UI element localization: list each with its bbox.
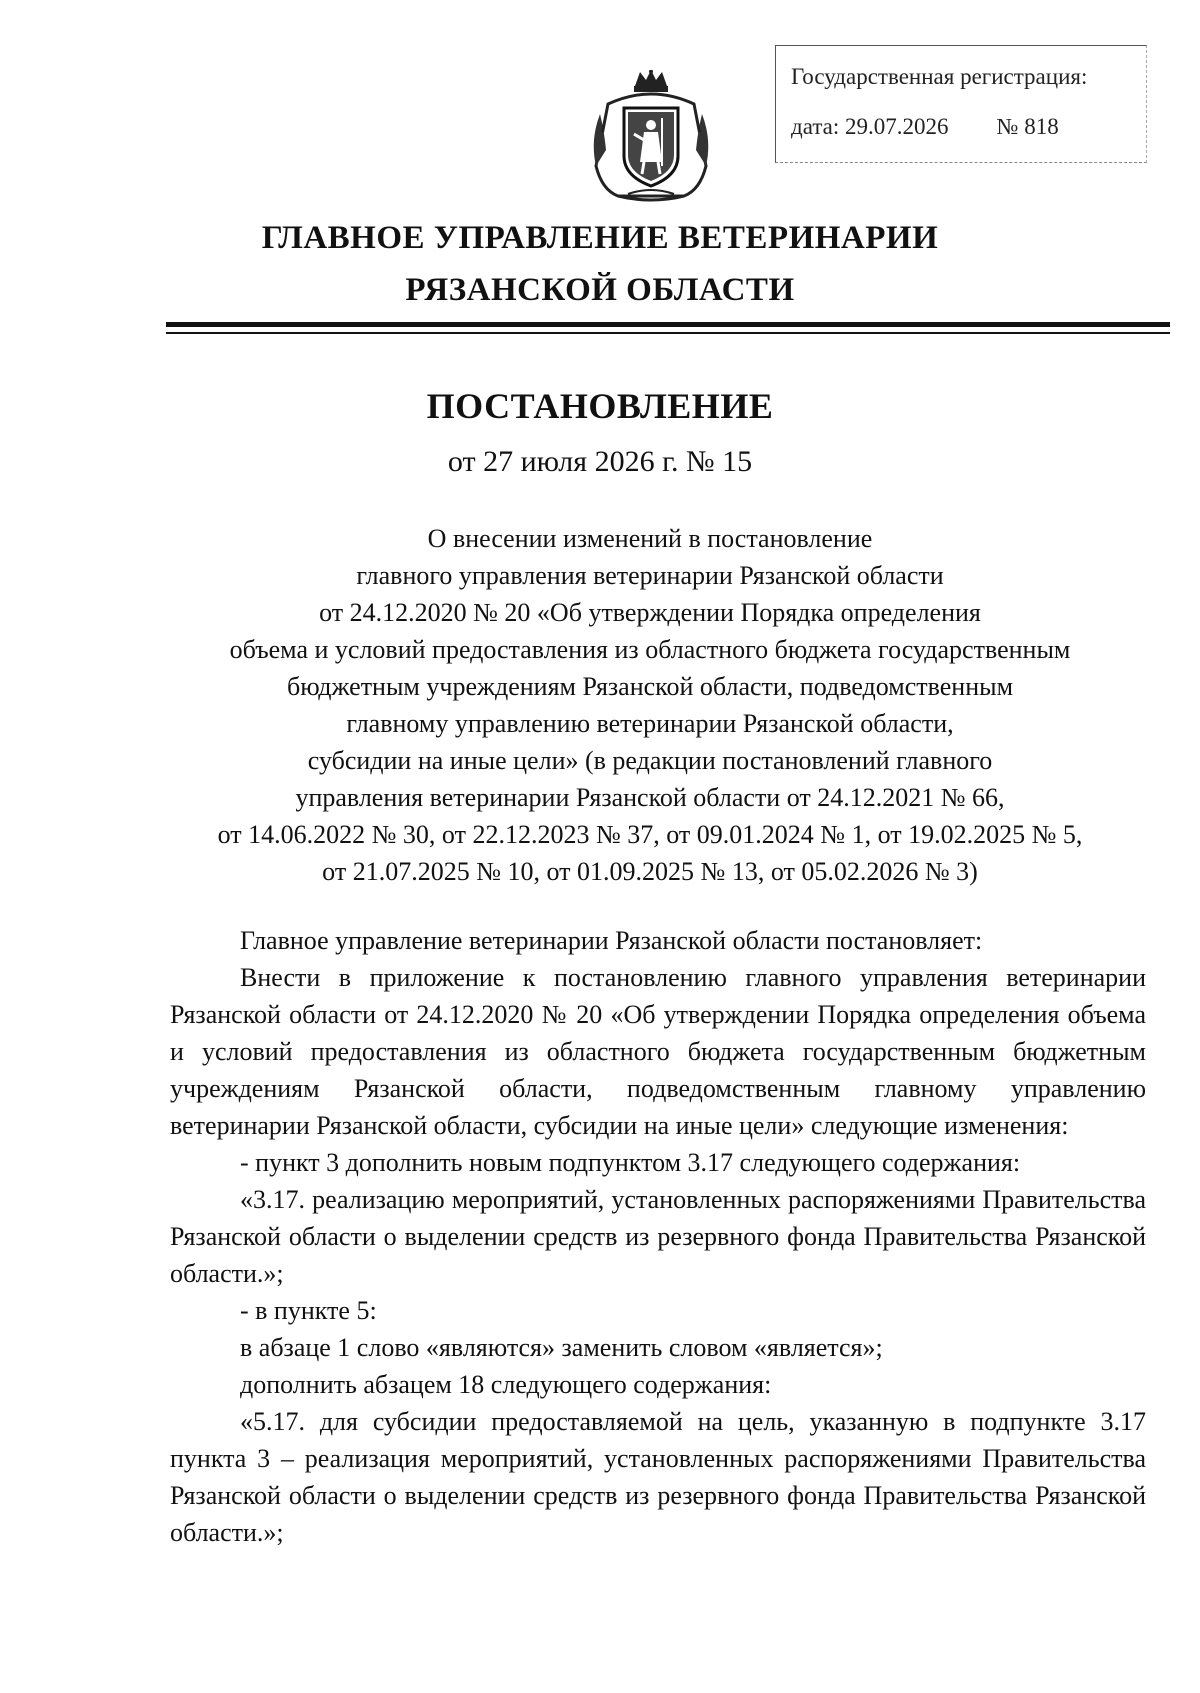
registration-details <box>791 114 1059 140</box>
subject-line: объема и условий предоставления из областного бюджета государственным <box>229 635 1071 664</box>
header-divider-thick <box>166 322 1170 327</box>
subject-line: О внесении изменений в постановление <box>427 524 873 553</box>
amend-intro-paragraph: Внести в приложение к постановлению главного управления ветеринарии Рязанской области от 24.12.2020 № 20 «Об утверждении Порядка определения объема и условий предоставления из областного бюджета государственным бюджетным учреждениям Рязанской области, подведомственным главному управлению ветеринарии Рязанской области, субсидии на иные цели» следующие изменения: <box>170 963 1146 1140</box>
subject-line: от 24.12.2020 № 20 «Об утверждении Порядка определения <box>319 598 981 627</box>
document-subject <box>150 520 1150 890</box>
registration-stamp <box>775 45 1147 163</box>
subject-line: субсидии на иные цели» (в редакции постановлений главного <box>307 746 993 775</box>
registration-title: Государственная регистрация: <box>791 64 1088 89</box>
registration-date: дата: 29.07.2026 <box>791 114 949 139</box>
point3-item: - пункт 3 дополнить новым подпунктом 3.17 следующего содержания: <box>240 1148 1021 1177</box>
subject-line: главного управления ветеринарии Рязанской области <box>356 561 944 590</box>
subject-line: от 21.07.2025 № 10, от 01.09.2025 № 13, от 05.02.2026 № 3) <box>322 857 978 886</box>
subject-line: управления ветеринарии Рязанской области от 24.12.2021 № 66, <box>295 783 1005 812</box>
abz18-paragraph: дополнить абзацем 18 следующего содержания: <box>240 1370 772 1399</box>
subject-line: бюджетным учреждениям Рязанской области, подведомственным <box>286 672 1014 701</box>
organization-title-line2: РЯЗАНСКОЙ ОБЛАСТИ <box>405 272 795 308</box>
organization-title-line1: ГЛАВНОЕ УПРАВЛЕНИЕ ВЕТЕРИНАРИИ <box>261 220 939 256</box>
quote-5-17-paragraph: «5.17. для субсидии предоставляемой на цель, указанную в подпункте 3.17 пункта 3 – реализация мероприятий, установленных распоряжениями Правительства Рязанской области о выделении средств из резервного фонда Правительства Рязанской области.»; <box>170 1407 1146 1547</box>
header-divider-thin <box>166 332 1170 334</box>
document-type-heading: ПОСТАНОВЛЕНИЕ <box>426 386 774 426</box>
point5-item: - в пункте 5: <box>240 1296 377 1325</box>
ryazan-coat-of-arms-icon <box>588 70 714 202</box>
quote-3-17-paragraph: «3.17. реализацию мероприятий, установленных распоряжениями Правительства Рязанской области о выделении средств из резервного фонда Правительства Рязанской области.»; <box>170 1185 1146 1288</box>
subject-line: от 14.06.2022 № 30, от 22.12.2023 № 37, от 09.01.2024 № 1, от 19.02.2025 № 5, <box>217 820 1083 849</box>
document-date-number: от 27 июля 2026 г. № 15 <box>447 445 753 478</box>
subject-line: главному управлению ветеринарии Рязанской области, <box>346 709 954 738</box>
abz1-paragraph: в абзаце 1 слово «являются» заменить словом «является»; <box>240 1333 883 1362</box>
registration-number: № 818 <box>996 114 1059 139</box>
document-body <box>170 922 1146 1551</box>
resolves-paragraph: Главное управление ветеринарии Рязанской области постановляет: <box>240 926 983 955</box>
